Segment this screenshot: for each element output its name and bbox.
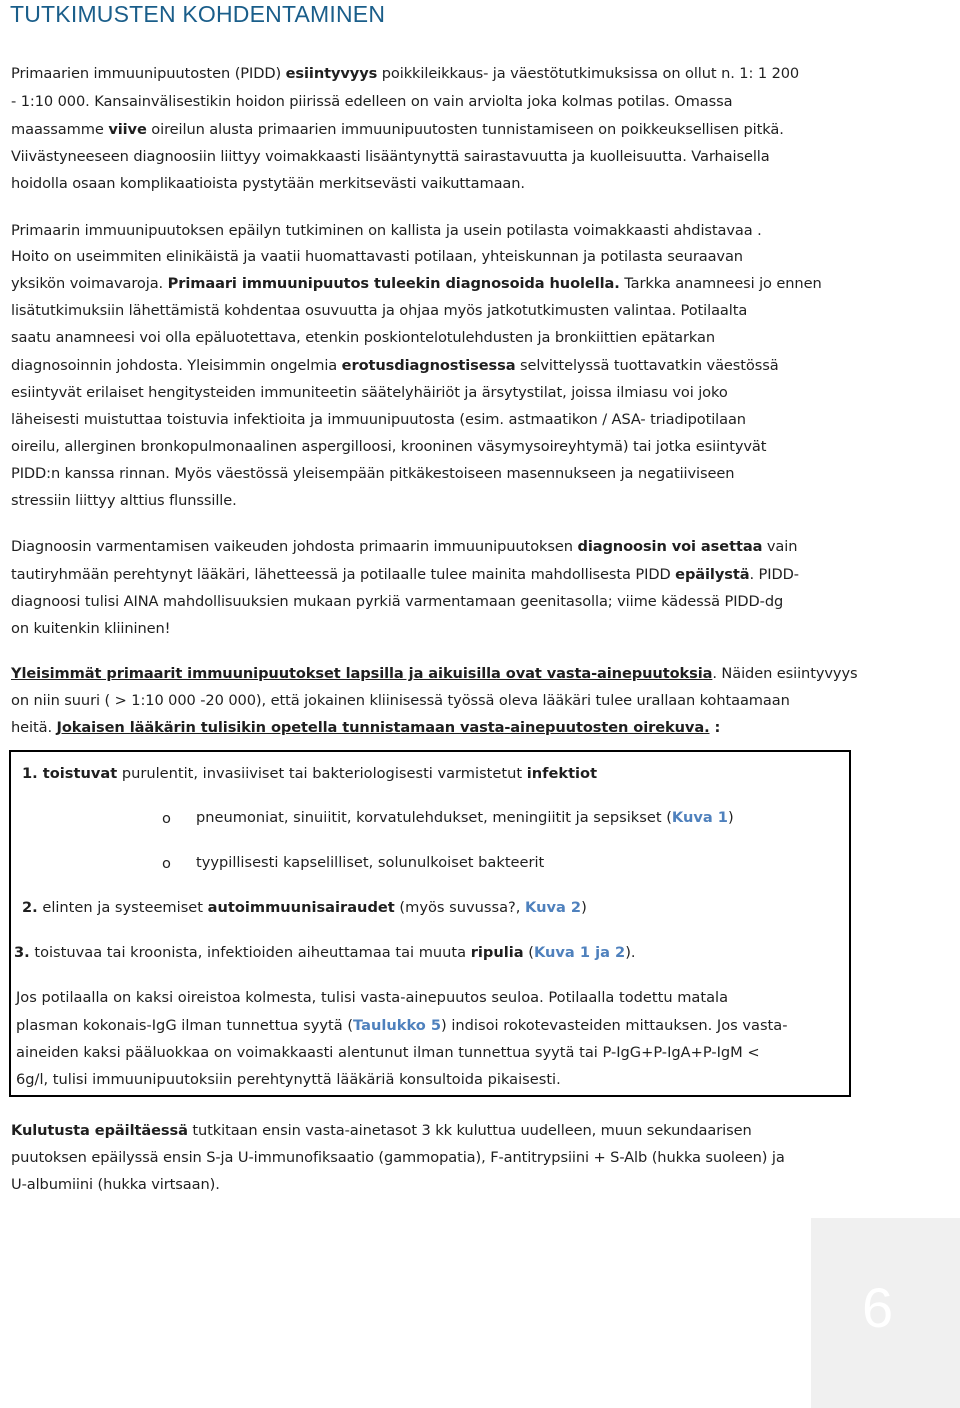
criterion-2: 2. elinten ja systeemiset autoimmuunisairaudet (myös suvussa?, Kuva 2) xyxy=(22,899,587,916)
text-line: tautiryhmään perehtynyt lääkäri, lähetteessä ja potilaalle tulee mainita mahdollisesta PIDD epäilystä. PIDD- xyxy=(11,566,799,583)
text-line: U-albumiini (hukka virtsaan). xyxy=(11,1176,220,1193)
criterion-1-sub-1: pneumoniat, sinuiitit, korvatulehdukset, meningiitit ja sepsikset (Kuva 1) xyxy=(196,809,734,826)
text-line: maassamme viive oireilun alusta primaarien immuunipuutosten tunnistamiseen on poikkeuksellisen pitkä. xyxy=(11,121,784,138)
screening-note: plasman kokonais-IgG ilman tunnettua syytä (Taulukko 5) indisoi rokotevasteiden mittauksen. Jos vasta- xyxy=(16,1017,788,1034)
text-line: esiintyvät erilaiset hengitysteiden immuniteetin säätelyhäiriöt ja ärsytystilat, joissa ilmiasu voi joko xyxy=(11,384,728,401)
page-number: 6 xyxy=(862,1276,894,1339)
table-link[interactable]: Taulukko 5 xyxy=(353,1017,442,1034)
text-line: heitä. Jokaisen lääkärin tulisikin opetella tunnistamaan vasta-ainepuutosten oirekuva. : xyxy=(11,719,721,736)
text-line: Diagnoosin varmentamisen vaikeuden johdosta primaarin immuunipuutoksen diagnoosin voi asettaa vain xyxy=(11,538,798,555)
text-line: yksikön voimavaroja. Primaari immuunipuutos tuleekin diagnosoida huolella. Tarkka anamneesi jo ennen xyxy=(11,275,822,292)
text-line: stressiin liittyy alttius flunssille. xyxy=(11,492,237,509)
text-line: Yleisimmät primaarit immuunipuutokset lapsilla ja aikuisilla ovat vasta-ainepuutoksia. Näiden esiintyvyys xyxy=(11,665,858,682)
text-line: diagnoosi tulisi AINA mahdollisuuksien mukaan pyrkiä varmentamaan geenitasolla; viime kädessä PIDD-dg xyxy=(11,593,784,610)
text-line: lisätutkimuksiin lähettämistä kohdentaa osuvuutta ja ohjaa myös jatkotutkimusten valintaa. Potilaalta xyxy=(11,302,748,319)
criterion-3: 3. toistuvaa tai kroonista, infektioiden aiheuttamaa tai muuta ripulia (Kuva 1 ja 2). xyxy=(14,944,636,961)
figure-link[interactable]: Kuva 2 xyxy=(525,899,582,916)
text-line: Hoito on useimmiten elinikäistä ja vaatii huomattavasti potilaan, yhteiskunnan ja potilasta seuraavan xyxy=(11,248,743,265)
text-line: Kulutusta epäiltäessä tutkitaan ensin vasta-ainetasot 3 kk kuluttua uudelleen, muun sekundaarisen xyxy=(11,1122,752,1139)
text-line: puutoksen epäilyssä ensin S-ja U-immunofiksaatio (gammopatia), F-antitrypsiini + S-Alb (hukka suoleen) ja xyxy=(11,1149,785,1166)
screening-note: aineiden kaksi pääluokkaa on voimakkaasti alentunut ilman tunnettua syytä tai P-IgG+P-IgA+P-IgM < xyxy=(16,1044,760,1061)
screening-note: Jos potilaalla on kaksi oireistoa kolmesta, tulisi vasta-ainepuutos seuloa. Potilaalla todettu matala xyxy=(16,989,729,1006)
criterion-1: 1. toistuvat purulentit, invasiiviset tai bakteriologisesti varmistetut infektiot xyxy=(22,765,598,782)
page-title: TUTKIMUSTEN KOHDENTAMINEN xyxy=(10,1,386,27)
text-line: PIDD:n kanssa rinnan. Myös väestössä yleisempään pitkäkestoiseen masennukseen ja negatiiviseen xyxy=(11,465,735,482)
screening-note: 6g/l, tulisi immuunipuutoksiin perehtynyttä lääkäriä konsultoida pikaisesti. xyxy=(16,1071,561,1088)
text-line: läheisesti muistuttaa toistuvia infektioita ja immuunipuutosta (esim. astmaatikon / ASA- triadipotilaan xyxy=(11,411,746,428)
text-line: - 1:10 000. Kansainvälisestikin hoidon piirissä edelleen on vain arviolta joka kolmas potilas. Omassa xyxy=(11,93,733,110)
text-line: on niin suuri ( > 1:10 000 -20 000), että jokainen kliinisessä työssä oleva lääkäri tulee urallaan kohtaamaan xyxy=(11,692,790,709)
figure-link[interactable]: Kuva 1 ja 2 xyxy=(533,944,626,961)
text-line: saatu anamneesi voi olla epäluotettava, etenkin poskiontelotulehdusten ja bronkiittien epätarkan xyxy=(11,329,715,346)
text-line: on kuitenkin kliininen! xyxy=(11,620,171,637)
figure-link[interactable]: Kuva 1 xyxy=(671,809,728,826)
text-line: Viivästyneeseen diagnoosiin liittyy voimakkaasti lisääntynyttä sairastavuutta ja kuolleisuutta. Varhaisella xyxy=(11,148,770,165)
text-line: Primaarin immuunipuutoksen epäilyn tutkiminen on kallista ja usein potilasta voimakkaasti ahdistavaa . xyxy=(11,222,762,239)
text-line: Primaarien immuunipuutosten (PIDD) esiintyvyys poikkileikkaus- ja väestötutkimuksissa on ollut n. 1: 1 200 xyxy=(11,65,800,82)
bullet-marker: o xyxy=(162,855,171,872)
text-line: hoidolla osaan komplikaatioista pystytään merkitsevästi vaikuttamaan. xyxy=(11,175,525,192)
bullet-marker: o xyxy=(162,810,171,827)
criterion-1-sub-2: tyypillisesti kapselilliset, solunulkoiset bakteerit xyxy=(196,854,545,871)
text-line: oireilu, allerginen bronkopulmonaalinen aspergilloosi, krooninen väsymysoireyhtymä) tai jotka esiintyvät xyxy=(11,438,767,455)
text-line: diagnosoinnin johdosta. Yleisimmin ongelmia erotusdiagnostisessa selvittelyssä tuottavatkin väestössä xyxy=(11,357,779,374)
warning-signs-box xyxy=(9,750,851,1097)
